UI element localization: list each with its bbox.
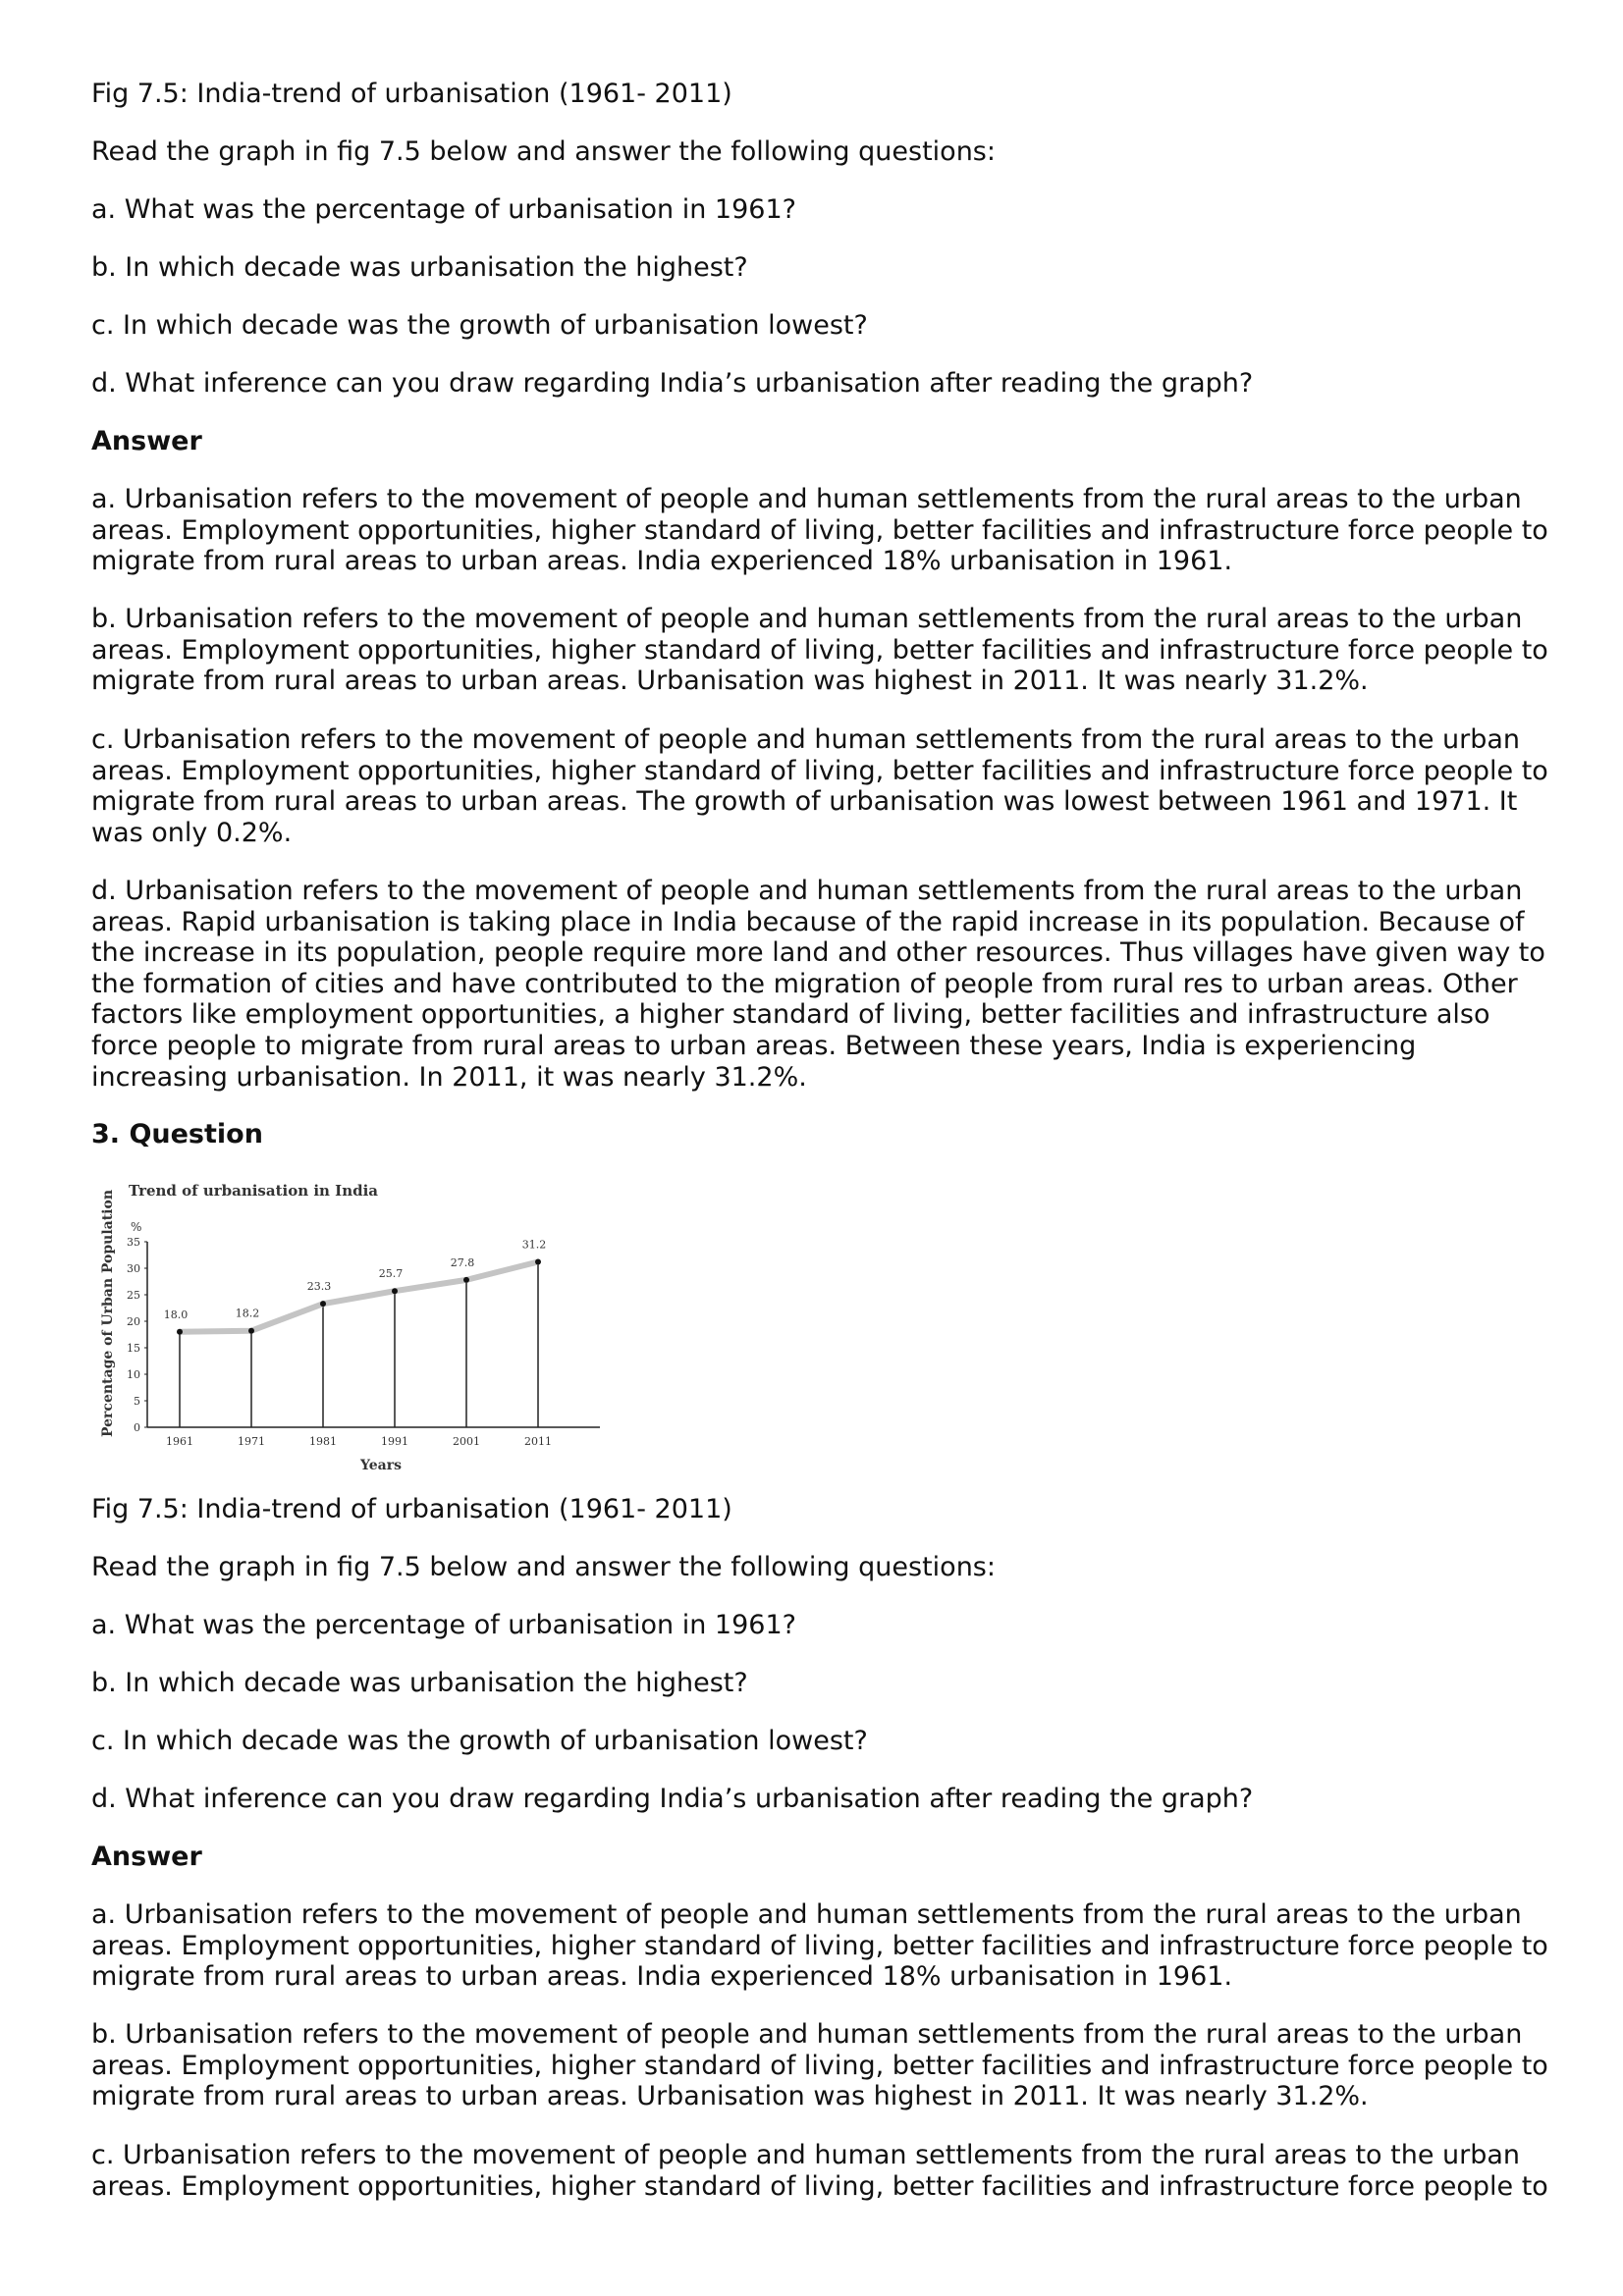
chart-y-tick-label: 5 <box>134 1395 140 1408</box>
answer-line: migrate from rural areas to urban areas. The growth of urbanisation was lowest between 1961 and 1971. It <box>91 786 1518 818</box>
chart-x-tick-label: 1971 <box>238 1435 265 1448</box>
question-instruction: Read the graph in fig 7.5 below and answer the following questions: <box>91 1552 996 1582</box>
chart-y-ticks <box>127 1236 147 1434</box>
chart-title: Trend of urbanisation in India <box>129 1182 379 1200</box>
answer-line: migrate from rural areas to urban areas. India experienced 18% urbanisation in 1961. <box>91 546 1233 577</box>
answer-line: b. Urbanisation refers to the movement of people and human settlements from the rural areas to the urban <box>91 2019 1523 2050</box>
figure-caption: Fig 7.5: India-trend of urbanisation (1961- 2011) <box>91 1494 732 1524</box>
question-c: c. In which decade was the growth of urbanisation lowest? <box>91 1726 868 1756</box>
answer-line: areas. Employment opportunities, higher standard of living, better facilities and infrastructure force people to <box>91 2050 1548 2081</box>
chart-trend-line <box>180 1262 538 1332</box>
answer-line: was only 0.2%. <box>91 817 293 848</box>
chart-value-label: 23.3 <box>306 1280 332 1294</box>
chart-drop-lines <box>180 1262 538 1427</box>
question-instruction: Read the graph in fig 7.5 below and answer the following questions: <box>91 136 996 167</box>
answer-line: the increase in its population, people require more land and other resources. Thus villages have given way to <box>91 937 1545 969</box>
answer-heading: Answer <box>91 426 202 456</box>
chart-x-tick-label: 1961 <box>166 1435 193 1448</box>
chart-value-label: 18.2 <box>235 1307 260 1320</box>
chart-point <box>248 1328 254 1334</box>
answer-d <box>91 876 1544 1093</box>
chart-y-tick-label: 20 <box>127 1315 140 1328</box>
chart-value-labels <box>164 1239 547 1321</box>
chart-point <box>535 1259 541 1265</box>
chart-y-tick-label: 15 <box>127 1342 140 1355</box>
answer-line: areas. Employment opportunities, higher standard of living, better facilities and infrastructure force people to <box>91 1930 1548 1961</box>
chart-point <box>392 1288 398 1294</box>
chart-x-tick-label: 1991 <box>381 1435 408 1448</box>
answer-line: a. Urbanisation refers to the movement of people and human settlements from the rural areas to the urban <box>91 484 1522 514</box>
answer-a <box>91 484 1548 577</box>
answer-line: b. Urbanisation refers to the movement of people and human settlements from the rural areas to the urban <box>91 604 1523 634</box>
answer-line: c. Urbanisation refers to the movement of people and human settlements from the rural areas to the urban <box>91 2140 1521 2170</box>
chart-y-tick-label: 25 <box>127 1289 140 1302</box>
question-d: d. What inference can you draw regarding India’s urbanisation after reading the graph? <box>91 1784 1254 1814</box>
answer-line: areas. Rapid urbanisation is taking place in India because of the rapid increase in its population. Because of <box>91 906 1525 937</box>
chart-y-tick-label: 35 <box>127 1236 140 1249</box>
answer-line: areas. Employment opportunities, higher standard of living, better facilities and infrastructure force people to <box>91 634 1548 666</box>
chart-x-tick-label: 1981 <box>309 1435 337 1448</box>
chart-x-tick-label: 2001 <box>453 1435 480 1448</box>
question-a: a. What was the percentage of urbanisation in 1961? <box>91 1610 796 1640</box>
chart-y-axis-label: Percentage of Urban Population <box>100 1189 116 1438</box>
question-b: b. In which decade was urbanisation the highest? <box>91 252 748 283</box>
question-b: b. In which decade was urbanisation the highest? <box>91 1668 748 1698</box>
answer-line: d. Urbanisation refers to the movement of people and human settlements from the rural areas to the urban <box>91 876 1523 906</box>
chart-y-tick-label: 10 <box>127 1368 140 1381</box>
answer-line: migrate from rural areas to urban areas. Urbanisation was highest in 2011. It was nearly 31.2%. <box>91 2081 1369 2112</box>
chart-y-tick-label: 0 <box>134 1421 140 1434</box>
answer-a <box>91 1899 1548 1993</box>
chart-value-label: 27.8 <box>450 1255 475 1269</box>
chart-x-tick-label: 2011 <box>524 1435 552 1448</box>
chart-point <box>463 1277 469 1283</box>
answer-line: factors like employment opportunities, a higher standard of living, better facilities and infrastructure also <box>91 999 1490 1031</box>
answer-line: areas. Employment opportunities, higher standard of living, better facilities and infrastructure force people to <box>91 514 1548 546</box>
answer-line: migrate from rural areas to urban areas. Urbanisation was highest in 2011. It was nearly 31.2%. <box>91 666 1369 697</box>
question-d: d. What inference can you draw regarding India’s urbanisation after reading the graph? <box>91 368 1254 399</box>
chart-x-axis-label: Years <box>359 1458 403 1473</box>
answer-line: areas. Employment opportunities, higher standard of living, better facilities and infrastructure force people to <box>91 2170 1548 2202</box>
answer-line: c. Urbanisation refers to the movement of people and human settlements from the rural areas to the urban <box>91 724 1521 755</box>
urbanisation-chart <box>91 1168 612 1486</box>
answer-b <box>91 2019 1548 2112</box>
answer-line: the formation of cities and have contributed to the migration of people from rural res to urban areas. Other <box>91 968 1518 999</box>
chart-point <box>177 1329 183 1335</box>
answer-c <box>91 724 1548 848</box>
chart-x-ticks <box>166 1435 552 1448</box>
answer-line: force people to migrate from rural areas to urban areas. Between these years, India is experiencing <box>91 1030 1417 1061</box>
question-a: a. What was the percentage of urbanisation in 1961? <box>91 194 796 225</box>
answer-line: areas. Employment opportunities, higher standard of living, better facilities and infrastructure force people to <box>91 755 1548 786</box>
answer-line: a. Urbanisation refers to the movement of people and human settlements from the rural areas to the urban <box>91 1899 1522 1930</box>
chart-y-unit: % <box>131 1220 142 1234</box>
answer-b <box>91 604 1548 697</box>
chart-y-tick-label: 30 <box>127 1262 140 1275</box>
chart-point <box>320 1301 326 1307</box>
answer-line: increasing urbanisation. In 2011, it was nearly 31.2%. <box>91 1061 807 1093</box>
question-c: c. In which decade was the growth of urbanisation lowest? <box>91 310 868 341</box>
question-heading: 3. Question <box>91 1119 263 1149</box>
chart-svg <box>91 1168 612 1482</box>
chart-value-label: 31.2 <box>521 1238 547 1252</box>
answer-heading: Answer <box>91 1842 202 1872</box>
figure-caption: Fig 7.5: India-trend of urbanisation (1961- 2011) <box>91 79 732 109</box>
chart-value-label: 18.0 <box>163 1308 189 1321</box>
answer-c <box>91 2140 1548 2202</box>
answer-line: migrate from rural areas to urban areas. India experienced 18% urbanisation in 1961. <box>91 1961 1233 1993</box>
chart-value-label: 25.7 <box>378 1267 404 1281</box>
